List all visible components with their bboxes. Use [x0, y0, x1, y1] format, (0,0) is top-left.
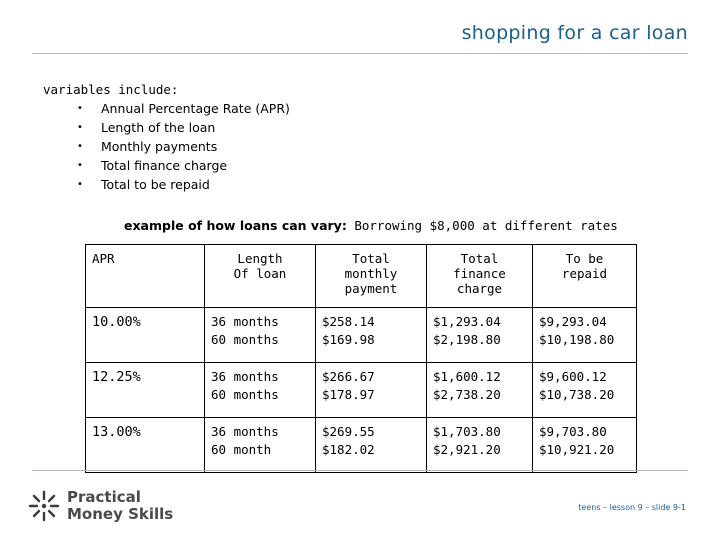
cell-line: $178.97 [322, 387, 375, 402]
slide-title: shopping for a car loan [461, 22, 688, 44]
list-item-label: Monthly payments [101, 139, 218, 154]
variables-section [43, 82, 290, 194]
example-caption [124, 218, 618, 233]
list-item-label: Total finance charge [101, 158, 228, 173]
list-item [43, 156, 290, 175]
cell-line: 60 month [211, 442, 272, 457]
practical-money-skills-logo [26, 488, 173, 524]
cell-line: $266.67 [322, 369, 375, 384]
cell-finance [427, 308, 533, 363]
cell-line: $10,198.80 [539, 332, 615, 347]
header-apr: APR [86, 245, 205, 308]
header-monthly-line3: payment [344, 281, 398, 296]
cell-finance [427, 363, 533, 418]
list-item [43, 137, 290, 156]
cell-length [205, 418, 316, 473]
table-row [86, 363, 637, 418]
cell-repaid [533, 308, 637, 363]
cell-line: $2,921.20 [433, 442, 501, 457]
table-header-row [86, 245, 637, 308]
cell-line: 36 months [211, 424, 279, 439]
footer-divider [32, 470, 688, 471]
cell-monthly [316, 308, 427, 363]
cell-apr: 13.00% [86, 418, 205, 473]
example-caption-rest: Borrowing $8,000 at different rates [346, 218, 618, 233]
header-repaid-line2: repaid [561, 266, 608, 281]
list-item-label: Length of the loan [101, 120, 216, 135]
variables-heading: variables include: [43, 82, 179, 97]
bullet-icon: • [77, 179, 83, 190]
cell-length [205, 363, 316, 418]
cell-line: $269.55 [322, 424, 375, 439]
cell-line: $9,600.12 [539, 369, 607, 384]
cell-line: $182.02 [322, 442, 375, 457]
header-monthly-line2: monthly [344, 266, 398, 281]
cell-line: $9,293.04 [539, 314, 607, 329]
bullet-icon: • [77, 141, 83, 152]
cell-line: $1,293.04 [433, 314, 501, 329]
cell-apr: 10.00% [86, 308, 205, 363]
table-row [86, 418, 637, 473]
logo-line2: Money Skills [67, 505, 174, 523]
cell-line: $1,600.12 [433, 369, 501, 384]
cell-line: $169.98 [322, 332, 375, 347]
logo-line1: Practical [67, 488, 141, 506]
slide-footer-note: teens – lesson 9 – slide 9-1 [578, 503, 686, 512]
cell-line: $10,921.20 [539, 442, 615, 457]
cell-line: $2,198.80 [433, 332, 501, 347]
header-repaid-line1: To be [565, 251, 604, 266]
cell-repaid [533, 418, 637, 473]
cell-apr: 12.25% [86, 363, 205, 418]
list-item [43, 175, 290, 194]
cell-monthly [316, 418, 427, 473]
cell-length [205, 308, 316, 363]
cell-line: 60 months [211, 387, 279, 402]
header-monthly [316, 245, 427, 308]
header-finance-line2: finance [453, 266, 506, 281]
header-finance-line3: charge [456, 281, 503, 296]
list-item-label: Annual Percentage Rate (APR) [101, 101, 290, 116]
cell-repaid [533, 363, 637, 418]
title-divider [32, 53, 688, 54]
loan-comparison-table [85, 244, 637, 473]
header-repaid [533, 245, 637, 308]
cell-line: $258.14 [322, 314, 375, 329]
header-length-line2: Of loan [233, 266, 287, 281]
bullet-icon: • [77, 103, 83, 114]
cell-line: 36 months [211, 314, 279, 329]
cell-line: 60 months [211, 332, 279, 347]
cell-finance [427, 418, 533, 473]
example-caption-bold: example of how loans can vary: [124, 218, 347, 233]
header-length-line1: Length [237, 251, 283, 266]
table-row [86, 308, 637, 363]
variables-list [43, 99, 290, 194]
cell-line: $1,703.80 [433, 424, 501, 439]
header-finance [427, 245, 533, 308]
cell-line: $9,703.80 [539, 424, 607, 439]
header-monthly-line1: Total [352, 251, 390, 266]
cell-line: $10,738.20 [539, 387, 615, 402]
cell-line: $2,738.20 [433, 387, 501, 402]
list-item [43, 99, 290, 118]
header-finance-line1: Total [460, 251, 499, 266]
bullet-icon: • [77, 160, 83, 171]
list-item-label: Total to be repaid [101, 177, 210, 192]
logo-wordmark [67, 489, 173, 523]
bullet-icon: • [77, 122, 83, 133]
cell-monthly [316, 363, 427, 418]
list-item [43, 118, 290, 137]
header-length [205, 245, 316, 308]
practical-money-skills-logo-icon [26, 488, 62, 524]
cell-line: 36 months [211, 369, 279, 384]
